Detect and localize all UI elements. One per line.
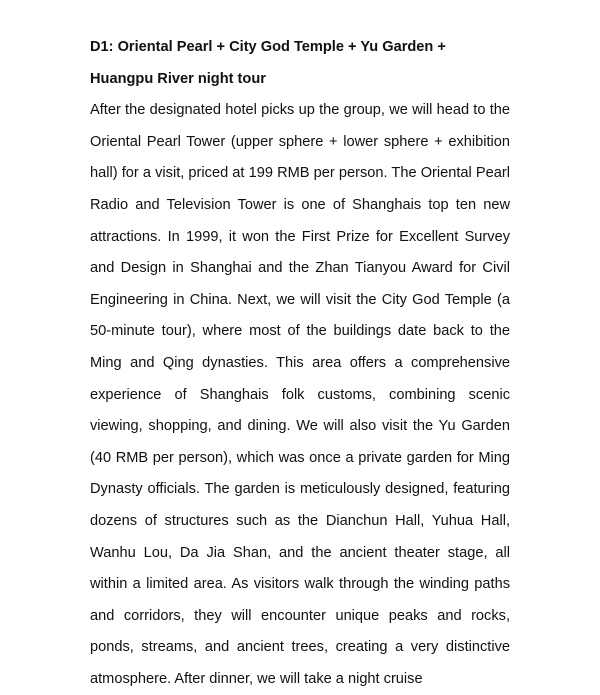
day-title: D1: Oriental Pearl + City God Temple + Yu Garden + Huangpu River night tour <box>90 39 446 87</box>
day-description: After the designated hotel picks up the group, we will head to the Oriental Pearl Tower (upper sphere + lower sphere + exhibition hall) for a visit, priced at 199 RMB per person. The Oriental Pearl Radio and Television Tower is one of Shanghais top ten new attractions. In 1999, it won the First Prize for Excellent Survey and Design in Shanghai and the Zhan Tianyou Award for Civil Engineering in China. Next, we will visit the City God Temple (a 50-minute tour), where most of the buildings date back to the Ming and Qing dynasties. This area offers a comprehensive experience of Shanghais folk customs, combining scenic viewing, shopping, and dining. We will also visit the Yu Garden (40 RMB per person), which was once a private garden for Ming Dynasty officials. The garden is meticulously designed, featuring dozens of structures such as the Dianchun Hall, Yuhua Hall, Wanhu Lou, Da Jia Shan, and the ancient theater stage, all within a limited area. As visitors walk through the winding paths and corridors, they will encounter unique peaks and rocks, ponds, streams, and ancient trees, creating a very distinctive atmosphere. After dinner, we will take a night cruise <box>90 102 510 687</box>
document-page <box>90 32 510 695</box>
